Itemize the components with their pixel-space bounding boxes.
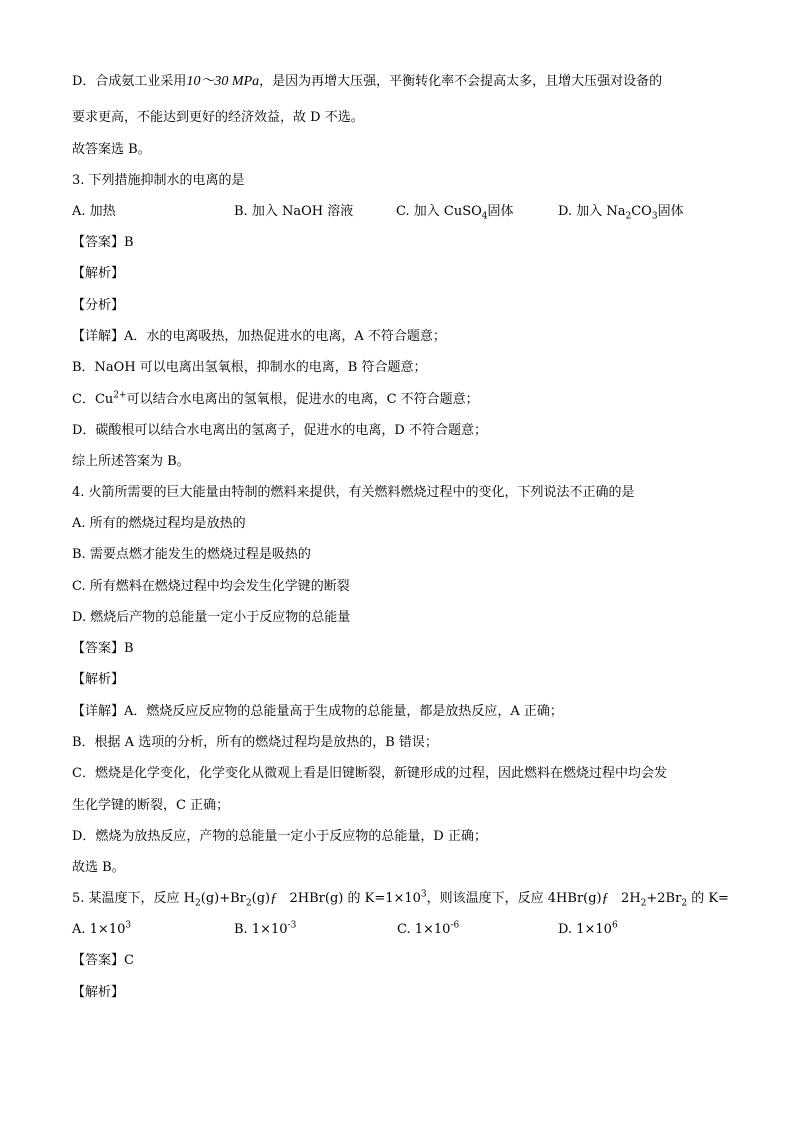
q5-option-a: A. $1\times 10^3$ xyxy=(72,920,132,937)
q4-answer: 【答案】B xyxy=(72,641,134,656)
equilibrium-arrow-glyph: ƒ xyxy=(601,891,609,906)
q5-answer: 【答案】C xyxy=(72,953,134,968)
q3-option-d: D. 加入 $Na_2CO_3$固体 xyxy=(558,204,684,222)
q3-fenxi-heading: 【分析】 xyxy=(72,298,125,313)
question-3-options xyxy=(72,202,722,222)
q3-detail-c: C．$Cu^{2+}$可以结合水电离出的氢氧根，促进水的电离，C 不符合题意； xyxy=(72,390,479,407)
equilibrium-arrow-glyph: ƒ xyxy=(270,891,278,906)
option-d-explanation-line-2: 要求更高，不能达到更好的经济效益，故 D 不选。 xyxy=(72,110,364,125)
question-5-options xyxy=(72,920,722,940)
q4-detail-c-line-1: C．燃烧是化学变化，化学变化从微观上看是旧键断裂，新键形成的过程，因此燃料在燃烧过程中均会发 xyxy=(72,766,667,781)
q3-detail-d: D．碳酸根可以结合水电离出的氢离子，促进水的电离，D 不符合题意； xyxy=(72,423,487,438)
option-d-explanation-line-1 xyxy=(72,72,662,92)
q3-detail-b: B．NaOH 可以电离出氢氧根，抑制水的电离，B 符合题意； xyxy=(72,360,427,375)
question-3-stem: 3. 下列措施抑制水的电离的是 xyxy=(72,173,245,188)
q5-option-b: B. $1\times 10^{-3}$ xyxy=(234,920,297,937)
text: ，是因为再增大压强，平衡转化率不会提高太多，且增大压强对设备的 xyxy=(259,74,663,89)
q4-option-a: A. 所有的燃烧过程均是放热的 xyxy=(72,516,246,531)
q3-detail-a: 【详解】A．水的电离吸热，加热促进水的电离，A 不符合题意； xyxy=(72,329,446,344)
q4-option-d: D. 燃烧后产物的总能量一定小于反应物的总能量 xyxy=(72,610,351,625)
q4-analysis-heading: 【解析】 xyxy=(72,672,125,687)
q4-detail-b: B．根据 A 选项的分析，所有的燃烧过程均是放热的，B 错误； xyxy=(72,735,438,750)
pressure-range: 10～30 MPa xyxy=(186,74,260,89)
q4-detail-c-line-2: 生化学键的断裂，C 正确； xyxy=(72,798,230,813)
q3-answer: 【答案】B xyxy=(72,235,134,250)
q5-option-c: C. $1\times 10^{-6}$ xyxy=(397,920,460,937)
q3-option-b: B. 加入 NaOH 溶液 xyxy=(234,204,354,219)
q3-analysis-heading: 【解析】 xyxy=(72,266,125,281)
q4-detail-d: D．燃烧为放热反应，产物的总能量一定小于反应物的总能量，D 正确； xyxy=(72,829,487,844)
q4-option-c: C. 所有燃料在燃烧过程中均会发生化学键的断裂 xyxy=(72,579,350,594)
prev-answer-summary: 故答案选 B。 xyxy=(72,142,151,157)
q5-analysis-heading: 【解析】 xyxy=(72,985,125,1000)
q3-summary: 综上所述答案为 B。 xyxy=(72,454,190,469)
q3-option-a: A. 加热 xyxy=(72,204,116,219)
q4-option-b: B. 需要点燃才能发生的燃烧过程是吸热的 xyxy=(72,547,311,562)
q4-detail-a: 【详解】A．燃烧反应反应物的总能量高于生成物的总能量，都是放热反应，A 正确； xyxy=(72,704,563,719)
q5-option-d: D. $1\times 10^6$ xyxy=(558,920,618,937)
text: D．合成氨工业采用 xyxy=(72,74,187,89)
q3-option-c: C. 加入 CuSO$_4$固体 xyxy=(396,204,514,222)
question-4-stem: 4. 火箭所需要的巨大能量由特制的燃料来提供，有关燃料燃烧过程中的变化，下列说法不正确的是 xyxy=(72,485,635,500)
q4-summary: 故选 B。 xyxy=(72,860,125,875)
question-5-stem: 5. 某温度下，反应 $H_2(g)+Br_2(g)ƒ$ 2HBr(g) 的 $K=1\times 10^3$，则该温度下，反应 4HBr(g)ƒ $2H_2+2Br_2$ 的 K= xyxy=(72,889,729,909)
